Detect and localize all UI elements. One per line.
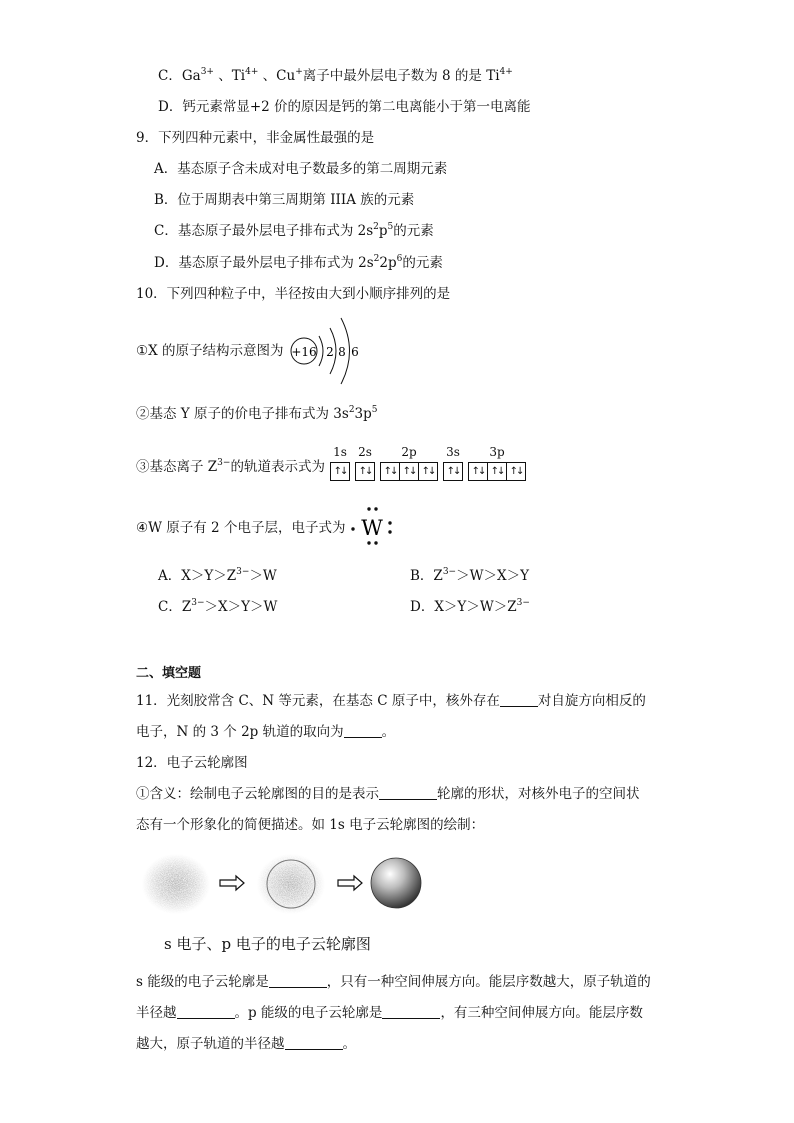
orbital-label: 3s	[446, 445, 460, 459]
orbital-label: 2p	[401, 445, 417, 459]
q8-option-c: C．$Ga^{3+}$ 、$Ti^{4+}$ 、Cu+离子中最外层电子数为 8 的是 $Ti^{4+}$	[158, 67, 513, 84]
q10-option-c: C．$Z^{3-}>X>Y>W$	[158, 598, 278, 615]
shell-2-count: 8	[338, 345, 346, 359]
bounded-cloud-icon	[257, 854, 325, 914]
orbital-group-2s	[355, 444, 375, 481]
orbital-group-2p	[380, 444, 438, 481]
q12-line3: s 能级的电子云轮廓是 ，只有一种空间伸展方向。能层序数越大，原子轨道的	[136, 974, 651, 990]
q9-option-d: D．基态原子最外层电子排布式为 $2s^22p^6$的元素	[154, 254, 443, 271]
orbital-group-1s	[330, 444, 350, 481]
q9-option-a: A．基态原子含未成对电子数最多的第二周期元素	[154, 161, 448, 177]
q9-option-b: B．位于周期表中第三周期第 IIIA 族的元素	[154, 192, 415, 208]
sphere-icon	[371, 858, 421, 908]
answer-blank[interactable]	[269, 973, 327, 988]
q10-option-a: A．$X>Y>Z^{3-}>W$	[158, 567, 277, 584]
orbital-box: ↑↓	[380, 462, 400, 481]
figure-caption: s 电子、p 电子的电子云轮廓图	[164, 935, 371, 953]
nucleus-charge: +16	[291, 345, 317, 359]
orbital-box: ↑↓	[418, 462, 438, 481]
atomic-structure-diagram	[288, 312, 368, 392]
orbital-label: 1s	[333, 445, 347, 459]
section-heading: 二、填空题	[136, 666, 202, 681]
orbital-label: 3p	[489, 445, 505, 459]
orbital-box: ↑↓	[355, 462, 375, 481]
answer-blank[interactable]	[285, 1035, 343, 1050]
q12-line2: 态有一个形象化的简便描述。如 1s 电子云轮廓图的绘制：	[136, 817, 485, 833]
orbital-diagram	[330, 444, 531, 481]
q10-item2: ②基态 Y 原子的价电子排布式为 $3s^23p^5$	[136, 405, 378, 422]
q12-stem: 12．电子云轮廓图	[136, 755, 248, 771]
orbital-group-3s	[443, 444, 463, 481]
q12-line4: 半径越 。p 能级的电子云轮廓是 ，有三种空间伸展方向。能层序数	[136, 1005, 643, 1021]
q9-stem: 9．下列四种元素中，非金属性最强的是	[136, 130, 375, 146]
answer-blank[interactable]	[500, 692, 538, 707]
orbital-box: ↑↓	[487, 462, 507, 481]
orbital-box: ↑↓	[399, 462, 419, 481]
arrow-right-icon	[220, 876, 244, 890]
element-symbol-w: W	[361, 516, 383, 540]
answer-blank[interactable]	[344, 723, 382, 738]
q10-option-b: B．$Z^{3-}>W>X>Y$	[410, 567, 529, 584]
q10-item1-text: ①X 的原子结构示意图为	[136, 343, 284, 359]
q10-stem: 10．下列四种粒子中，半径按由大到小顺序排列的是	[136, 286, 451, 302]
orbital-box: ↑↓	[443, 462, 463, 481]
q11-line2: 电子，N 的 3 个 2p 轨道的取向为 。	[136, 724, 396, 740]
shell-3-count: 6	[351, 345, 359, 359]
orbital-box: ↑↓	[468, 462, 488, 481]
q11-line1: 11．光刻胶常含 C、N 等元素，在基态 C 原子中，核外存在 对自旋方向相反的	[136, 693, 646, 709]
electron-cloud-figure	[140, 848, 430, 920]
orbital-box: ↑↓	[506, 462, 526, 481]
q10-item3-text: ③基态离子 $Z^{3-}$的轨道表示式为	[136, 458, 325, 475]
orbital-box: ↑↓	[330, 462, 350, 481]
q8-option-d: D．钙元素常显+2 价的原因是钙的第二电离能小于第一电离能	[158, 99, 531, 115]
orbital-label: 2s	[358, 445, 372, 459]
arrow-right-icon	[338, 876, 362, 890]
orbital-group-3p	[468, 444, 526, 481]
answer-blank[interactable]	[382, 1004, 440, 1019]
shell-1-count: 2	[326, 345, 334, 359]
q10-option-d: D．$X>Y>W>Z^{3-}$	[410, 598, 530, 615]
q12-line1: ①含义：绘制电子云轮廓图的目的是表示 轮廓的形状，对核外电子的空间状	[136, 786, 640, 802]
q12-line5: 越大，原子轨道的半径越 。	[136, 1036, 356, 1052]
answer-blank[interactable]	[177, 1004, 235, 1019]
dot-cloud-icon	[142, 854, 210, 914]
q10-item4-text: ④W 原子有 2 个电子层，电子式为	[136, 520, 346, 536]
q9-option-c: C．基态原子最外层电子排布式为 $2s^2p^5$的元素	[154, 222, 434, 239]
answer-blank[interactable]	[379, 785, 437, 800]
electron-dot-formula	[350, 505, 396, 549]
